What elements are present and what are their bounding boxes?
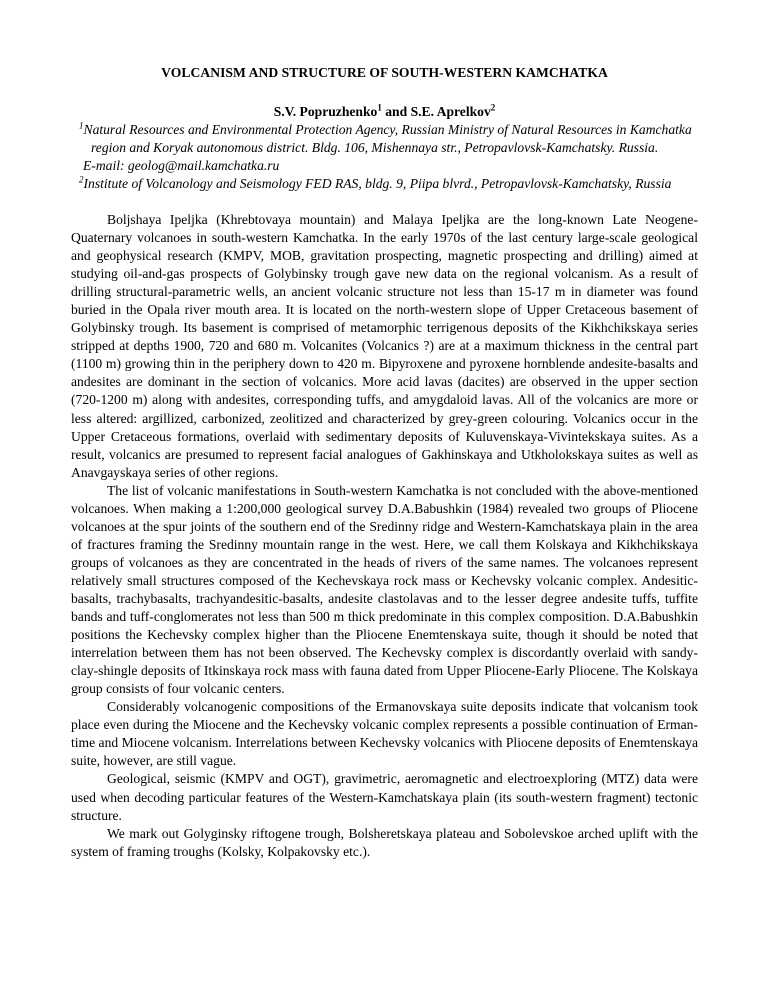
paragraph-3: Considerably volcanogenic compositions of the Ermanovskaya suite deposits indicate that volcanism took place even during the Miocene and the Kechevsky volcanic complex represents a possible continuation of Erman-time and Miocene volcanism. Interrelations between Kechevsky volcanics with Pliocene deposits of Enemtenskaya suite, however, are still vague. bbox=[71, 699, 699, 769]
author-1-name: S.V. Popruzhenko bbox=[273, 104, 378, 119]
affiliation-1-mark: 1 bbox=[79, 120, 84, 131]
author-1-affiliation-mark: 1 bbox=[377, 102, 382, 113]
affiliation-1-text: Natural Resources and Environmental Protection Agency, Russian Ministry of Natural Resources in Kamchatka region and Koryak autonomous district. Bldg. 106, Mishennaya str., Petropavlovsk-Kamchatsky. Russia. bbox=[83, 122, 692, 155]
affiliation-2 bbox=[71, 175, 698, 193]
paragraph-4: Geological, seismic (KMPV and OGT), gravimetric, aeromagnetic and electroexploring (MTZ) data were used when decoding particular features of the Western-Kamchatskaya plain (its south-western fragment) tectonic structure. bbox=[71, 771, 698, 823]
affiliation-2-mark: 2 bbox=[79, 174, 84, 185]
paragraph-5: We mark out Golyginsky riftogene trough, Bolsheretskaya plateau and Sobolevskoe arched uplift with the system of framing troughs (Kolsky, Kolpakovsky etc.). bbox=[71, 825, 698, 859]
affiliation-1-email: E-mail: geolog@mail.kamchatka.ru bbox=[83, 158, 280, 173]
body-text bbox=[71, 211, 698, 861]
paragraph-1: Boljshaya Ipeljka (Khrebtovaya mountain) and Malaya Ipeljka are the long-known Late Neogene-Quaternary volcanoes in south-western Kamchatka. In the early 1970s of the last century large-scale geological and geophysical research (KMPV, MOB, gravitation prospecting, magnetic prospecting and drilling) aimed at studying oil-and-gas prospects of Golybinsky trough gave new data on the regional volcanism. As a result of drilling structural-parametric wells, an ancient volcanic structure not less than 15-17 m in diameter was found buried in the Opala river mouth area. It is located on the north-western slope of Upper Cretaceous basement of Golybinsky trough. Its basement is comprised of metamorphic terrigenous deposits of the Kikhchikskaya series stripped at depths 1900, 720 and 680 m. Volcanites (Volcanics ?) are at a maximum thickness in the central part (1100 m) growing thin in the periphery down to 420 m. Bipyroxene and pyroxene hornblende andesite-basalts and andesites are dominant in the section of volcanics. More acid lavas (dacites) are observed in the upper section (720-1200 m) along with andesites, corresponding tuffs, and amygdaloid lavas. All of the volcanics are more or less altered: argillized, carbonized, zeolitized and characterized by grey-green colouring. Volcanics occur in the Upper Cretaceous formations, overlaid with sedimentary deposits of Kuluvenskaya-Vivintekskaya suites. As a result, volcanics are presumed to represent facial analogues of Gakhinskaya and Utkholokskaya suites as well as Anavgayskaya series of other regions. bbox=[71, 212, 698, 480]
author-2-name: S.E. Aprelkov bbox=[410, 104, 491, 119]
paragraph-2: The list of volcanic manifestations in South-western Kamchatka is not concluded with the above-mentioned volcanoes. When making a 1:200,000 geological survey D.A.Babushkin (1984) revealed two groups of Pliocene volcanoes at the spur joints of the southern end of the Sredinny ridge and Western-Kamchatskaya plain in the area of fractures framing the Sredinny mountain range in the west. Here, we call them Kolskaya and Kikhchikskaya groups of volcanoes as they are concentrated in the heads of rivers of the same names. The volcanoes represent relatively small structures composed of the Kechevskaya rock mass or Kechevsky volcanic complex. Andesitic-basalts, trachybasalts, trachyandesitic-basalts, andesite clastolavas and to the lesser degree andesite tuffs, tuffite bands and tuff-conglomerates not less than 500 m thick predominate in this complex composition. D.A.Babushkin positions the Kechevsky complex higher than the Pliocene Enemtenskaya suite, though it should be noted that interrelation between them has not been observed. The Kechevsky complex is discordantly overlaid with sandy-clay-shingle deposits of Itkinskaya rock mass with fauna dated from Upper Pliocene-Early Pliocene. The Kolskaya group consists of four volcanic centers. bbox=[71, 482, 698, 697]
paper-title: VOLCANISM AND STRUCTURE OF SOUTH-WESTERN KAMCHATKA bbox=[161, 65, 608, 80]
affiliation-1 bbox=[71, 121, 698, 175]
author-joiner: and bbox=[381, 104, 411, 119]
affiliation-2-text: Institute of Volcanology and Seismology FED RAS, bldg. 9, Piipa blvrd., Petropavlovsk-Kamchatsky, Russia bbox=[83, 176, 672, 191]
author-2-affiliation-mark: 2 bbox=[490, 102, 496, 113]
author-line bbox=[71, 103, 698, 121]
